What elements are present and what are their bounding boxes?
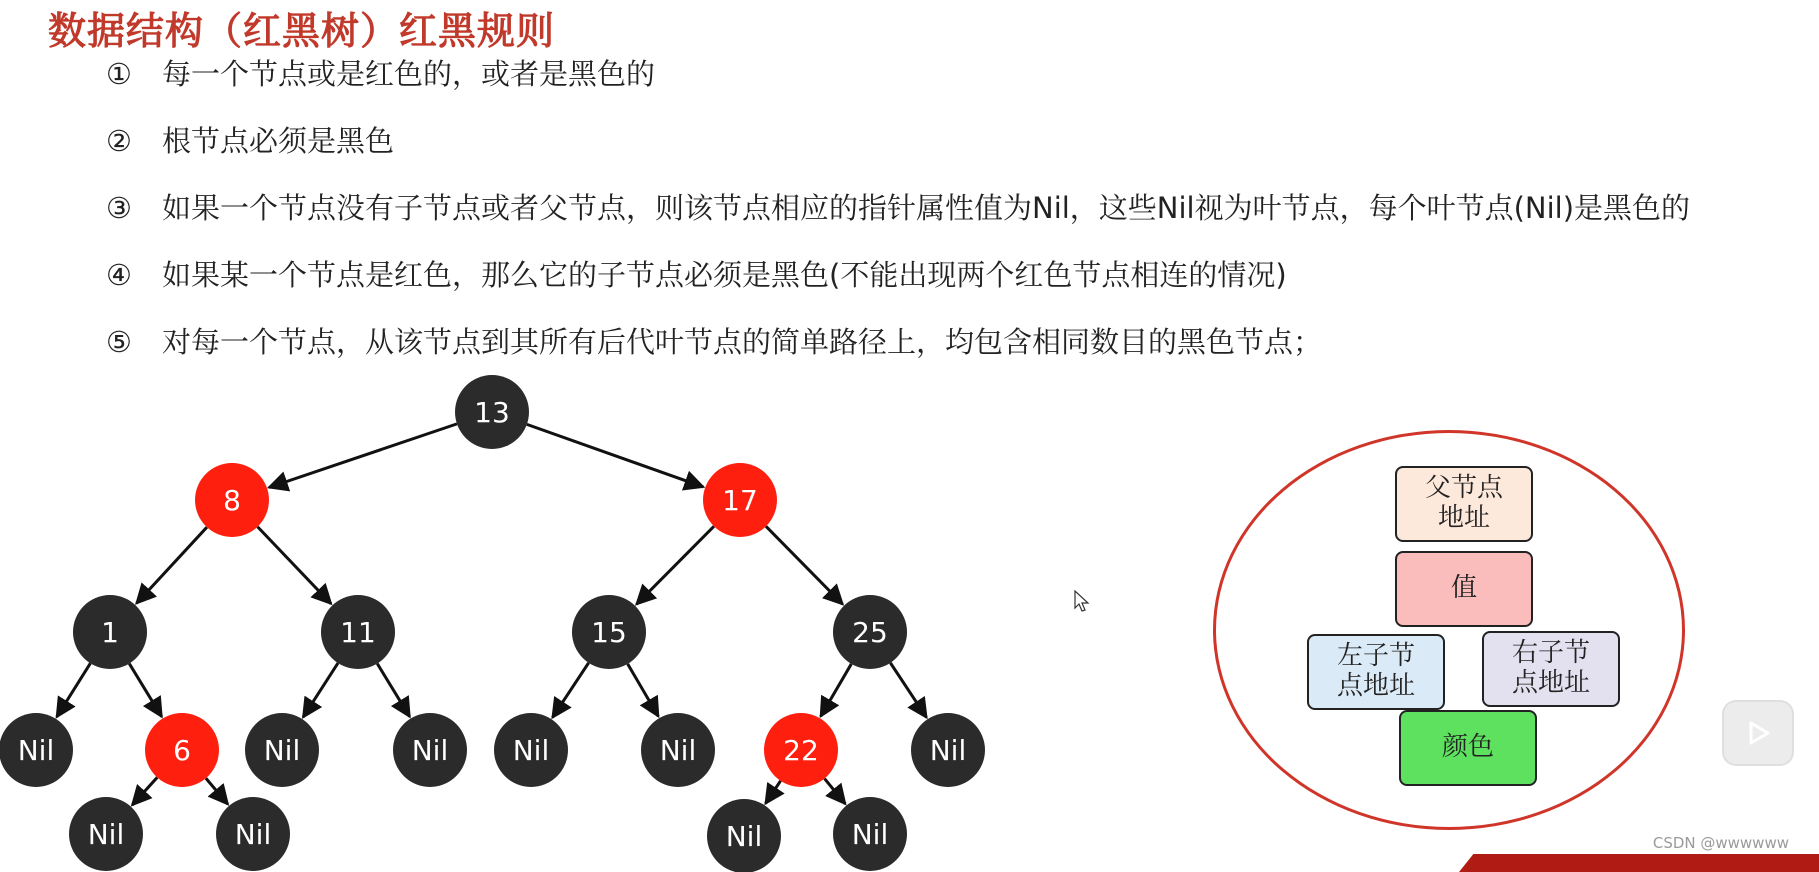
edge-n15-nil5 bbox=[628, 664, 659, 716]
value-label: 值 bbox=[1450, 573, 1477, 604]
rule-1-number: ① bbox=[106, 57, 132, 91]
right-child-address-box bbox=[1482, 631, 1620, 707]
tree-node-label: 8 bbox=[223, 484, 241, 517]
edge-n11-nil3 bbox=[377, 664, 409, 717]
left-child-address-box bbox=[1307, 634, 1445, 710]
tree-node-label: 6 bbox=[173, 734, 191, 767]
tree-node-label: Nil bbox=[411, 734, 449, 767]
tree-node-label: 25 bbox=[852, 616, 888, 649]
tree-node-nil4 bbox=[494, 713, 568, 787]
tree-node-n22 bbox=[764, 713, 838, 787]
edge-n1-nil1 bbox=[57, 663, 91, 717]
tree-node-nil10 bbox=[833, 797, 907, 871]
tree-node-n6 bbox=[145, 713, 219, 787]
parent-address-box bbox=[1395, 466, 1533, 542]
tree-node-nil7 bbox=[69, 797, 143, 871]
tree-node-label: Nil bbox=[87, 818, 125, 851]
tree-node-n13 bbox=[455, 375, 529, 449]
edge-n11-nil2 bbox=[303, 663, 338, 717]
edge-n13-n8 bbox=[269, 424, 457, 488]
color-box bbox=[1399, 710, 1537, 786]
tree-node-label: 11 bbox=[340, 616, 376, 649]
edge-n17-n25 bbox=[766, 526, 843, 604]
rule-3-text: 如果一个节点没有子节点或者父节点，则该节点相应的指针属性值为Nil，这些Nil视为叶节点，每个叶节点(Nil)是黑色的 bbox=[162, 191, 1691, 225]
edge-n25-nil6 bbox=[890, 663, 926, 718]
watermark: CSDN @wwwwww bbox=[1652, 834, 1789, 852]
rule-5-text: 对每一个节点，从该节点到其所有后代叶节点的简单路径上，均包含相同数目的黑色节点； bbox=[162, 325, 1323, 359]
tree-node-label: Nil bbox=[929, 734, 967, 767]
tree-node-nil9 bbox=[707, 799, 781, 872]
edge-n1-n6 bbox=[129, 664, 161, 717]
tree-node-n1 bbox=[73, 595, 147, 669]
edge-n6-nil8 bbox=[206, 778, 228, 804]
tree-node-nil1 bbox=[0, 713, 73, 787]
tree-node-n8 bbox=[195, 463, 269, 537]
left-child-address-label: 左子节 点地址 bbox=[1336, 641, 1415, 701]
rule-4-number: ④ bbox=[106, 258, 132, 292]
rule-3-number: ③ bbox=[106, 191, 132, 225]
edge-n22-nil9 bbox=[766, 781, 781, 804]
bottom-banner-strip bbox=[1459, 854, 1819, 872]
tree-node-nil3 bbox=[393, 713, 467, 787]
tree-node-label: Nil bbox=[725, 820, 763, 853]
edge-n8-n1 bbox=[136, 527, 206, 603]
tree-node-nil5 bbox=[641, 713, 715, 787]
edge-n17-n15 bbox=[636, 526, 713, 604]
tree-node-label: Nil bbox=[512, 734, 550, 767]
rule-2-text: 根节点必须是黑色 bbox=[162, 124, 395, 158]
tree-node-label: 17 bbox=[722, 484, 758, 517]
tree-node-n15 bbox=[572, 595, 646, 669]
tree-node-n11 bbox=[321, 595, 395, 669]
edge-n6-nil7 bbox=[132, 777, 157, 805]
tree-node-label: Nil bbox=[659, 734, 697, 767]
tree-node-n17 bbox=[703, 463, 777, 537]
tree-node-label: 15 bbox=[591, 616, 627, 649]
edge-n22-nil10 bbox=[824, 779, 845, 804]
tree-node-label: 22 bbox=[783, 734, 819, 767]
tree-node-n25 bbox=[833, 595, 907, 669]
tree-node-label: 1 bbox=[101, 616, 119, 649]
tree-node-nil8 bbox=[216, 797, 290, 871]
rule-5-number: ⑤ bbox=[106, 325, 132, 359]
color-label: 颜色 bbox=[1441, 732, 1494, 763]
rule-1-text: 每一个节点或是红色的，或者是黑色的 bbox=[162, 57, 656, 91]
edge-n25-n22 bbox=[821, 664, 852, 716]
rule-2-number: ② bbox=[106, 124, 132, 158]
tree-node-label: Nil bbox=[234, 818, 272, 851]
right-child-address-label: 右子节 点地址 bbox=[1511, 638, 1590, 698]
tree-node-nil6 bbox=[911, 713, 985, 787]
tree-node-nil2 bbox=[245, 713, 319, 787]
mouse-cursor-icon bbox=[1074, 590, 1090, 614]
tree-node-label: Nil bbox=[17, 734, 55, 767]
edge-n15-nil4 bbox=[553, 663, 589, 718]
play-icon bbox=[1743, 718, 1773, 748]
edge-n8-n11 bbox=[258, 527, 332, 604]
rule-4-text: 如果某一个节点是红色，那么它的子节点必须是黑色(不能出现两个红色节点相连的情况) bbox=[162, 258, 1287, 292]
value-box bbox=[1395, 551, 1533, 627]
edge-n13-n17 bbox=[527, 424, 703, 487]
parent-address-label: 父节点 地址 bbox=[1424, 473, 1503, 533]
tree-node-label: Nil bbox=[263, 734, 301, 767]
page-title: 数据结构（红黑树）红黑规则 bbox=[48, 9, 556, 53]
tree-node-label: Nil bbox=[851, 818, 889, 851]
play-button[interactable] bbox=[1722, 700, 1794, 766]
tree-node-label: 13 bbox=[474, 396, 510, 429]
